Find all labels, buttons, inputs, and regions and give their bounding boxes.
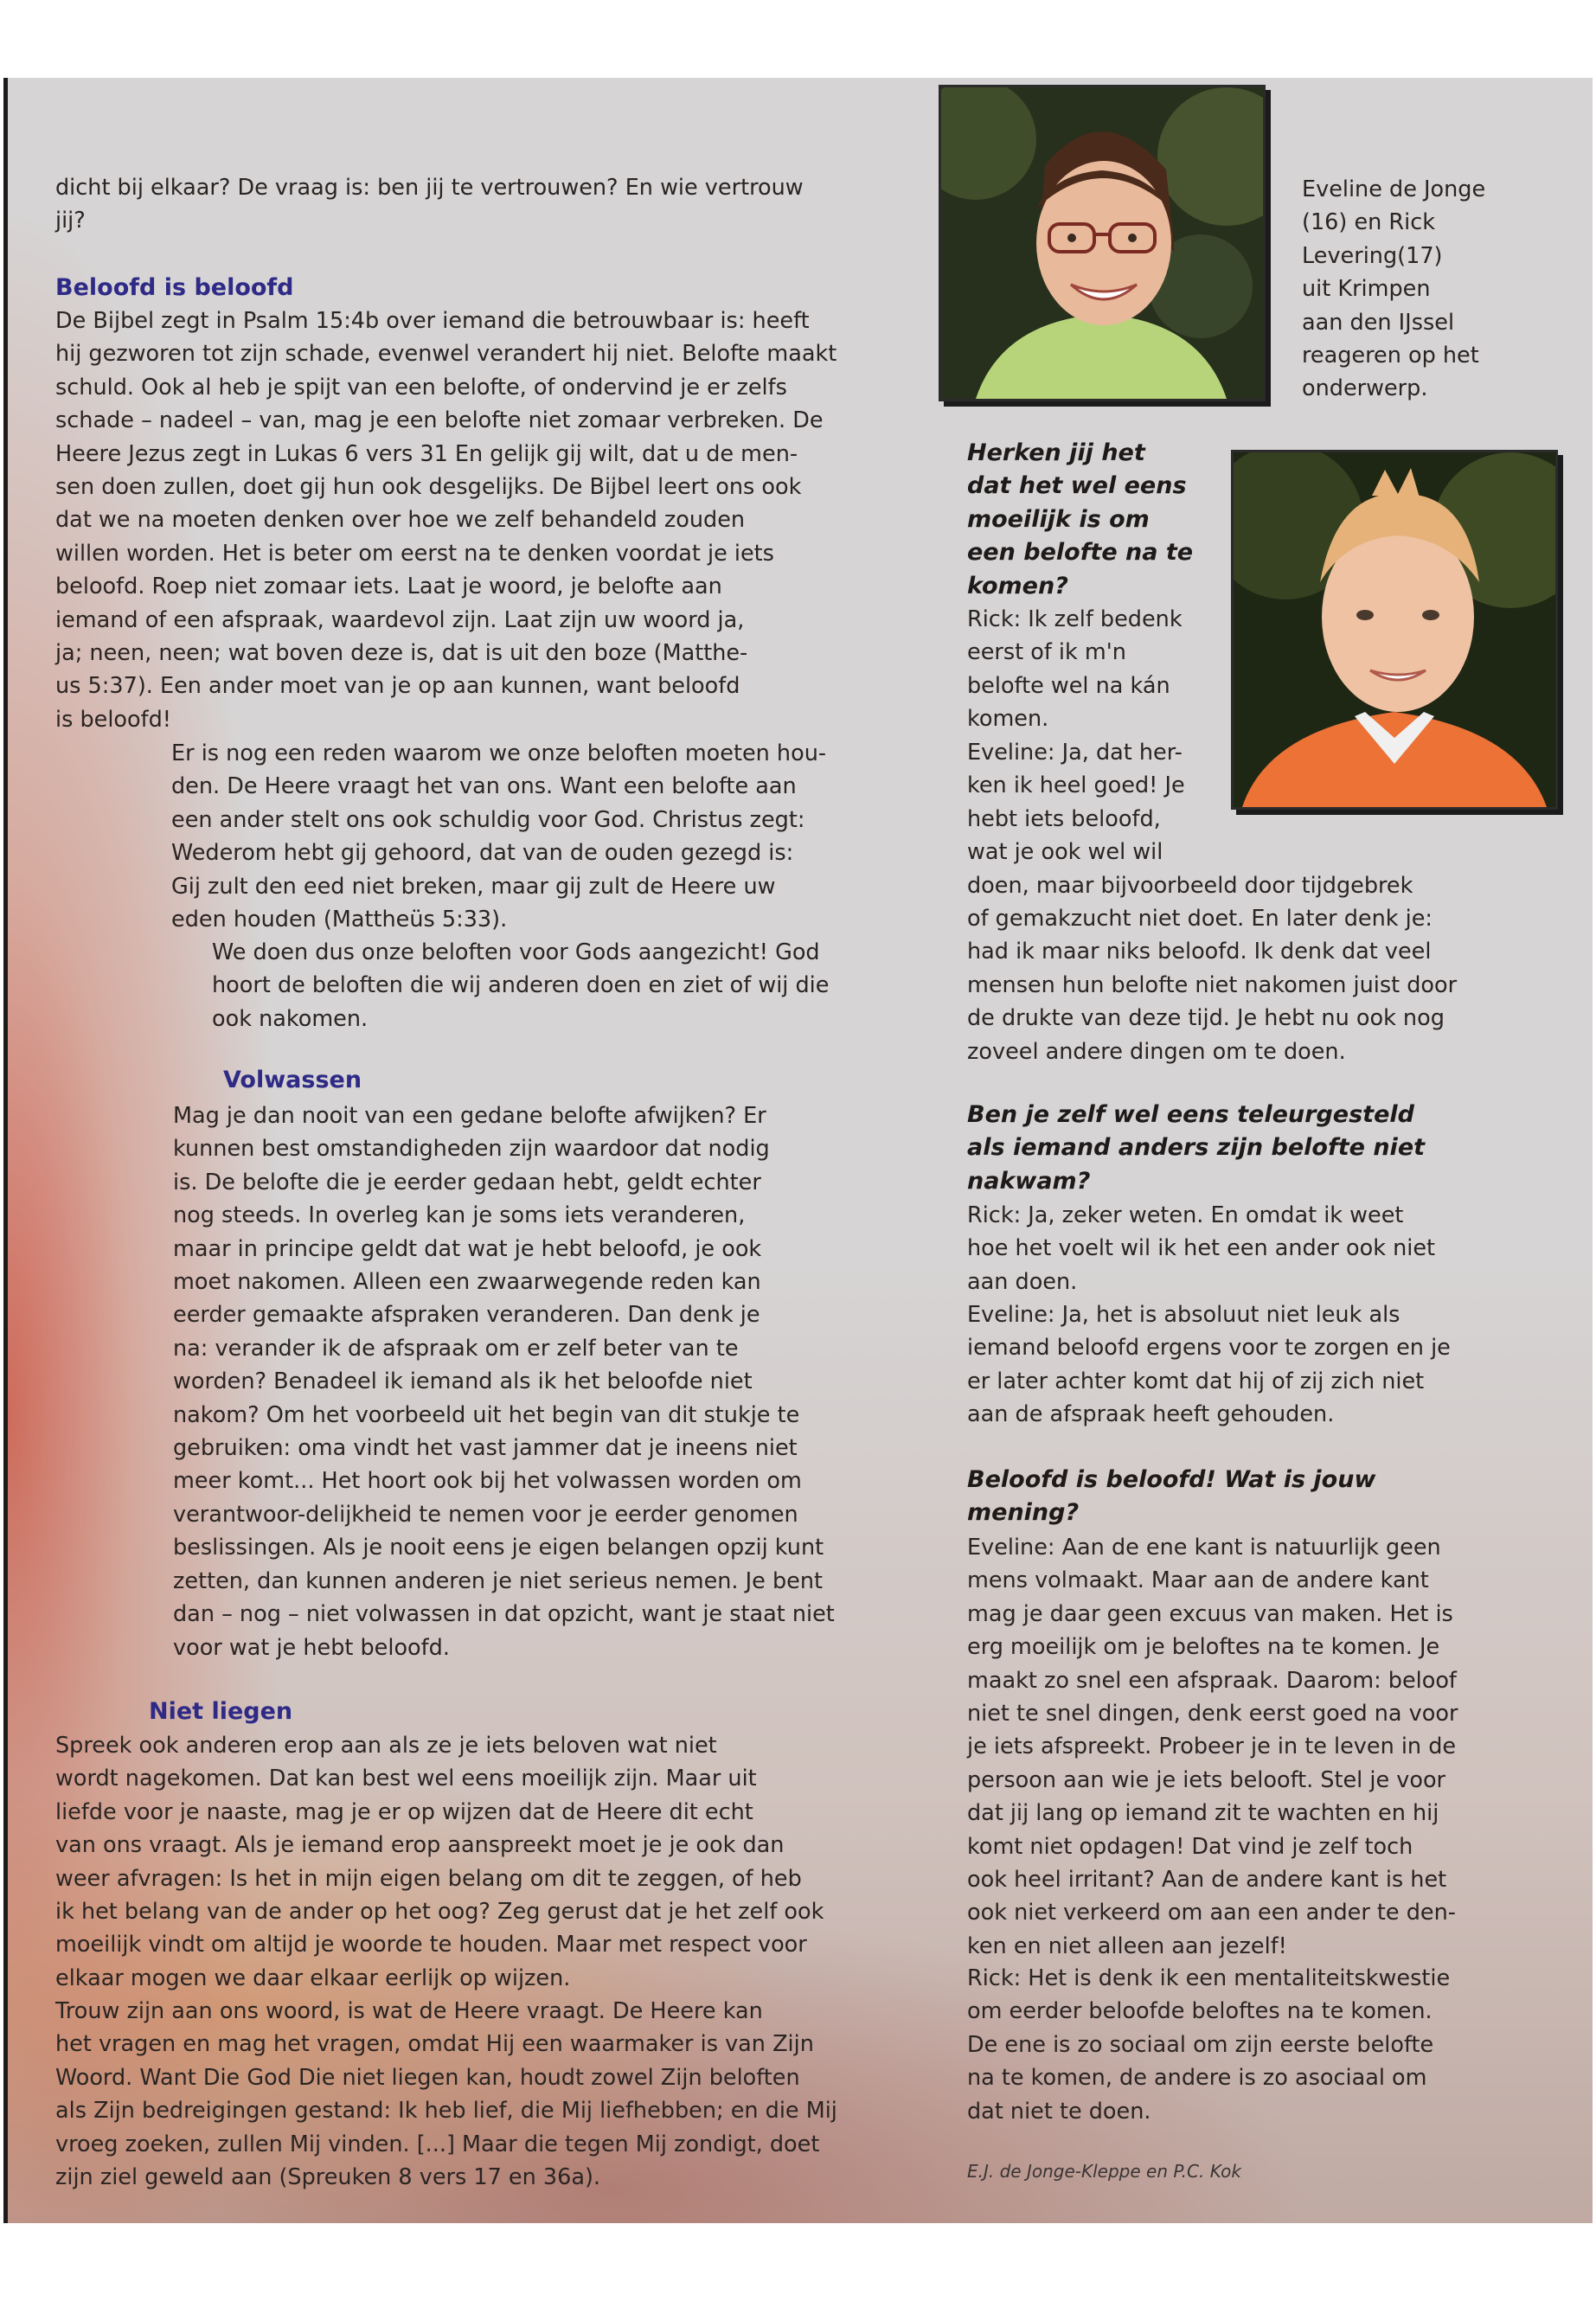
beloofd-paragraph-1: De Bijbel zegt in Psalm 15:4b over iemand die betrouwbaar is: heeft hij gezworen tot zijn schade, evenwel verandert hij niet. Belofte maakt schuld. Ook al heb je spijt van een belofte, of ondervind je er zelfs schade – nadeel – van, mag je een belofte niet zomaar verbreken. De Heere Jezus zegt in Lukas 6 vers 31 En gelijk gij wilt, dat u de men- sen doen zullen, doet gij hun ook desgelijks. De Bijbel leert ons ook dat we na moeten denken over hoe we zelf behandeld zouden willen worden. Het is beter om eerst na te denken voordat je iets beloofd. Roep niet zomaar iets. Laat je woord, je belofte aan iemand of een afspraak, waardevol zijn. Laat zijn uw woord ja, ja; neen, neen; wat boven deze is, dat is uit den boze (Matthe- us 5:37). Een ander moet van je op aan kunnen, want beloofd is beloofd! [55, 308, 837, 733]
answer-2-rick: Rick: Ja, zeker weten. En omdat ik weet hoe het voelt wil ik het een ander ook niet aan doen. [967, 1202, 1436, 1295]
heading-volwassen: Volwassen [223, 1067, 362, 1093]
question-1: Herken jij het dat het wel eens moeilijk is om een belofte na te komen? [967, 439, 1194, 599]
answer-1-rick: Rick: Ik zelf bedenk eerst of ik m'n belofte wel na kán komen. [967, 606, 1183, 733]
answer-3-eveline: Eveline: Aan de ene kant is natuurlijk geen mens volmaakt. Maar aan de andere kant mag je daar geen excuus van maken. Het is erg moeilijk om je beloftes na te komen. Je maakt zo snel een afspraak. Daarom: beloof niet te snel dingen, denk eerst goed na voor je iets afspreekt. Probeer je in te leven in de persoon aan wie je iets belooft. Stel je voor dat jij lang op iemand zit te wachten en hij komt niet opdagen! Dat vind je zelf toch ook heel irritant? Aan de andere kant is het ook niet verkeerd om aan een ander te den- ken en niet alleen aan jezelf! [967, 1535, 1458, 1959]
question-2: Ben je zelf wel eens teleurgesteld als iemand anders zijn belofte niet nakwam? [967, 1101, 1426, 1195]
beloofd-paragraph-2: Er is nog een reden waarom we onze beloften moeten hou- den. De Heere vraagt het van ons. Want een belofte aan een ander stelt ons ook schuldig voor God. Christus zegt: Wederom hebt gij gehoord, dat van de ouden gezegd is: Gij zult den eed niet breken, maar gij zult de Heere uw eden houden (Mattheüs 5:33). [171, 740, 827, 933]
beloofd-paragraph-3: We doen dus onze beloften voor Gods aangezicht! God hoort de beloften die wij anderen doen en ziet of wij die ook nakomen. [212, 939, 830, 1032]
answer-1-eveline: Eveline: Ja, dat her- ken ik heel goed! Je hebt iets beloofd, wat je ook wel wil doen, maar bijvoorbeeld door tijdgebrek of gemakzucht niet doet. En later denk je: had ik maar niks beloofd. Ik denk dat veel mensen hun belofte niet nakomen juist door de drukte van deze tijd. Je hebt nu ook nog zoveel andere dingen om te doen. [967, 740, 1458, 1065]
intro-text: dicht bij elkaar? De vraag is: ben jij te vertrouwen? En wie vertrouw jij? [55, 175, 804, 234]
answer-2-eveline: Eveline: Ja, het is absoluut niet leuk als iemand beloofd ergens voor te zorgen en je er later achter komt dat hij of zij zich niet aan de afspraak heeft gehouden. [967, 1302, 1451, 1428]
answer-3-rick: Rick: Het is denk ik een mentaliteitskwestie om eerder beloofde beloftes na te komen. De ene is zo sociaal om zijn eerste belofte na te komen, de andere is zo asociaal om dat niet te doen. [967, 1965, 1451, 2125]
author-credit: E.J. de Jonge-Kleppe en P.C. Kok [967, 2161, 1241, 2182]
scan-bottom-margin [0, 2223, 1596, 2301]
heading-beloofd-is-beloofd: Beloofd is beloofd [55, 274, 294, 301]
right-column [960, 0, 1592, 2301]
niet-liegen-paragraph-1: Spreek ook anderen erop aan als ze je iets beloven wat niet wordt nagekomen. Dat kan best wel eens moeilijk zijn. Maar uit liefde voor je naaste, mag je er op wijzen dat de Heere dit echt van ons vraagt. Als je iemand erop aanspreekt moet je je ook dan weer afvragen: Is het in mijn eigen belang om dit te zeggen, of heb ik het belang van de ander op het oog? Zeg gerust dat je het zelf ook moeilijk vindt om altijd je woorde te houden. Maar met respect voor elkaar mogen we daar elkaar eerlijk op wijzen. [55, 1733, 824, 1991]
question-3: Beloofd is beloofd! Wat is jouw mening? [967, 1466, 1376, 1527]
photo-caption: Eveline de Jonge (16) en Rick Levering(17) uit Krimpen aan den IJssel reageren op het onderwerp. [1302, 176, 1486, 402]
heading-niet-liegen: Niet liegen [149, 1698, 293, 1725]
volwassen-paragraph: Mag je dan nooit van een gedane belofte afwijken? Er kunnen best omstandigheden zijn waardoor dat nodig is. De belofte die je eerder gedaan hebt, geldt echter nog steeds. In overleg kan je soms iets veranderen, maar in principe geldt dat wat je hebt beloofd, je ook moet nakomen. Alleen een zwaarwegende reden kan eerder gemaakte afspraken veranderen. Dan denk je na: verander ik de afspraak om er zelf beter van te worden? Benadeel ik iemand als ik het beloofde niet nakom? Om het voorbeeld uit het begin van dit stukje te gebruiken: oma vindt het vast jammer dat je ineens niet meer komt... Het hoort ook bij het volwassen worden om verantwoor-delijkheid te nemen voor je eerder genomen beslissingen. Als je nooit eens je eigen belangen opzij kunt zetten, dan kunnen anderen je niet serieus nemen. Je bent dan – nog – niet volwassen in dat opzicht, want je staat niet voor wat je hebt beloofd. [173, 1103, 835, 1661]
niet-liegen-paragraph-2: Trouw zijn aan ons woord, is wat de Heere vraagt. De Heere kan het vragen en mag het vragen, omdat Hij een waarmaker is van Zijn Woord. Want Die God Die niet liegen kan, houdt zowel Zijn beloften als Zijn bedreigingen gestand: Ik heb lief, die Mij liefhebben; en die Mij vroeg zoeken, zullen Mij vinden. [...] Maar die tegen Mij zondigt, doet zijn ziel geweld aan (Spreuken 8 vers 17 en 36a). [55, 1998, 837, 2191]
